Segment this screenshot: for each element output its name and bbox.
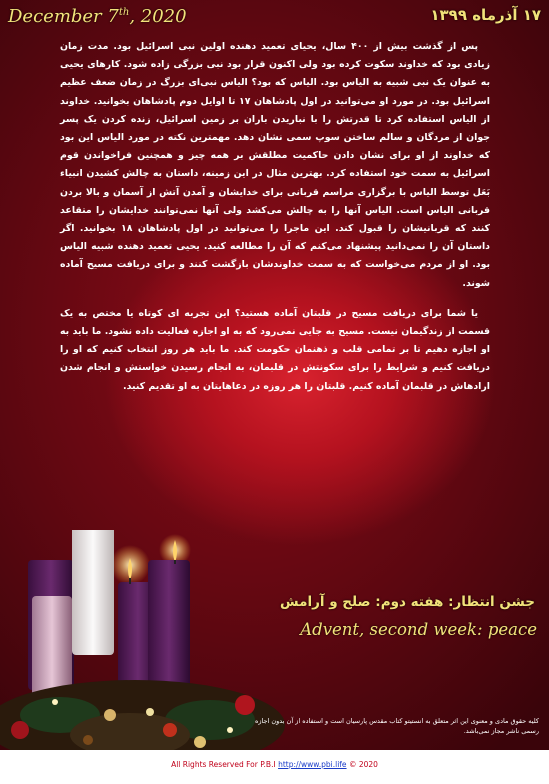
paragraph-2: یا شما برای دریافت مسیح در قلبتان آماده هستید؟ این تجربه ای کوتاه یا مختص به یک قسمت از زندگیمان نیست. مسیح به جایی نمی‌رود که به او اجازه فعالیت داده نشود. ما باید به او اجازه دهیم تا بر تمامی قلب و ذهنمان حکومت کند. ما باید هر روز انتخاب کنیم که او را دریافت کنیم و شرایط را برای سکونتش در قلبمان، به انجام رسیدن خواستش و انجام شدن ارادهاش در قلبمان آماده کنیم. قلبتان را هر روزه در دعاهایتان به او تقدیم کنید.	[60, 307, 490, 392]
date-en-year: , 2020	[129, 6, 187, 27]
devotional-body	[60, 38, 490, 408]
title-english: Advent, second week: peace	[300, 620, 537, 639]
rights-prefix: All Rights Reserved For P.B.I	[171, 760, 279, 769]
date-english	[8, 6, 187, 27]
date-en-main: December 7	[8, 6, 119, 27]
website-link[interactable]: http://www.pbi.life	[278, 760, 347, 769]
title-persian: جشن انتظار: هفته دوم: صلح و آرامش	[280, 594, 535, 610]
rights-suffix: © 2020	[346, 760, 378, 769]
date-persian: ۱۷ آذرماه ۱۳۹۹	[430, 6, 541, 24]
paragraph-1: پس از گذشت بیش از ۴۰۰ سال، یحیای تعمید دهنده اولین نبی اسرائیل بود. مدت زمان زیادی بود که خداوند سکوت کرده بود ولی اکنون قرار بود نبی بزرگی زاده شود. کارهای یحیی به عنوان یک نبی شبیه به الیاس بود. الیاس که بود؟ الیاس نبی‌ای بزرگ در زمان ضعف عظیم اسرائیل بود. در مورد او می‌توانید در اول پادشاهان ۱۷ تا اوایل دوم پادشاهان بخوانید. خداوند از الیاس استفاده کرد تا قدرتش را با نباریدن باران بر زمین اسرائیل، زنده کردن یک پسر جوان از مردگان و سالم ساختن سوپ سمی نشان دهد. مهمترین نکته در مورد الیاس این بود که خداوند از او برای نشان دادن حاکمیت مطلقش بر همه چیز و همچنین فراخواندن قوم اسرائیل به سمت خود استفاده کرد. بهترین مثال در این زمینه، داستان به چالش کشیدن انبیاء بَعَل توسط الیاس با برگزاری مراسم قربانی برای خدایشان و آمدن آتش از آسمان و بالا بردن قربانی الیاس است. الیاس آنها را به چالش می‌کشد ولی آنها نمی‌توانند خدایشان را متقاعد کنند که قربانیشان را قبول کند. این ماجرا را می‌توانید در اول پادشاهان ۱۸ بخوانید. اگر داستان آن را نمی‌دانید پیشنهاد می‌کنم که آن را مطالعه کنید. یحیی تعمید دهنده شبیه الیاس بود. او از مردم می‌خواست که به سمت خداوندشان بازگشت کنند و برای دریافت مسیح آماده شوند.	[60, 41, 491, 289]
copyright-notice-persian: کلیه حقوق مادی و معنوی این اثر متعلق به انستیتو کتاب مقدس پارسیان است و استفاده از آن بدون اجازه رسمی ناشر مجاز نمی‌باشد.	[254, 717, 539, 735]
footer-rights	[0, 760, 549, 769]
date-en-suffix: th	[118, 7, 130, 18]
